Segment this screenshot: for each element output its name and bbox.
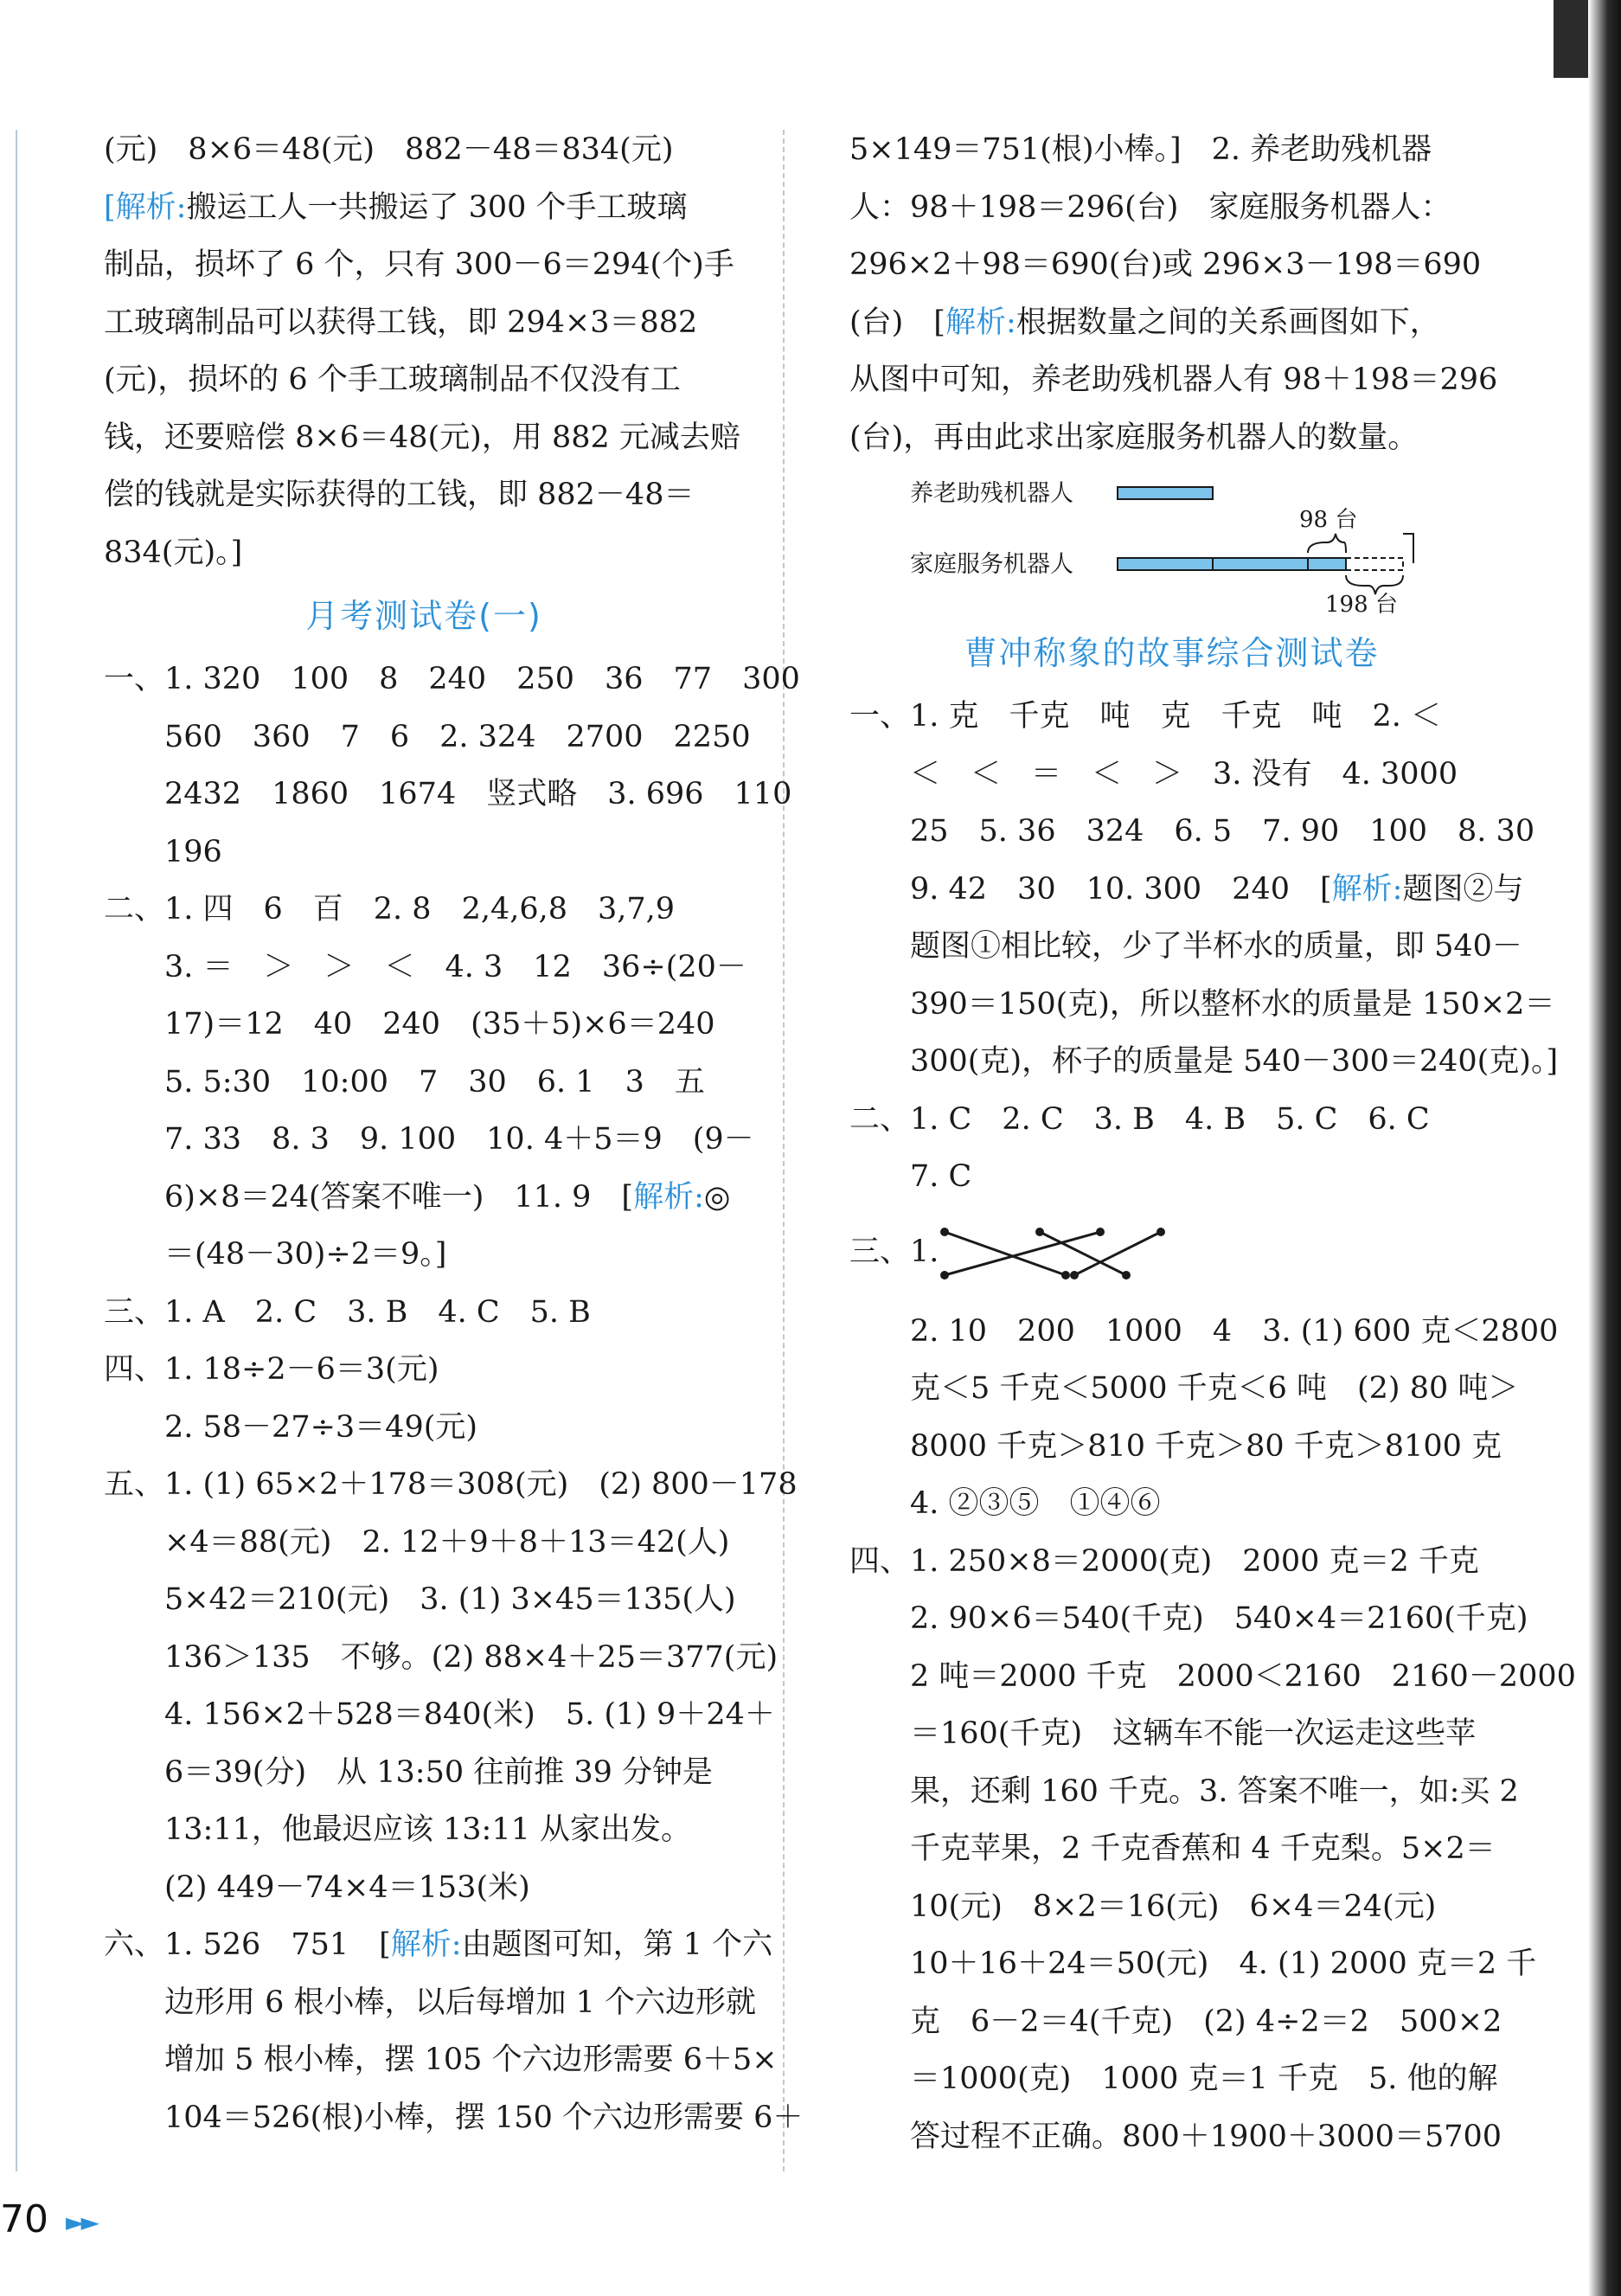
text-line: 834(元)。]: [104, 535, 243, 570]
text-line: ＝(48－30)÷2＝9。]: [104, 1237, 447, 1272]
text-line: 答过程不正确。800＋1900＋3000＝5700: [849, 2119, 1502, 2154]
matching-question: [849, 1206, 1494, 1303]
page-edge-shadow-top: [1554, 0, 1588, 78]
text-line: 钱，还要赔偿 8×6＝48(元)，用 882 元减去赔: [104, 420, 740, 455]
match-dot: [1061, 1271, 1070, 1279]
text-line: 13:11，他最迟应该 13:11 从家出发。: [104, 1812, 691, 1847]
text-line: 果，还剩 160 千克。3. 答案不唯一，如:买 2: [849, 1773, 1519, 1809]
match-dot: [940, 1228, 949, 1236]
text-line: 从图中可知，养老助残机器人有 98＋198＝296: [849, 362, 1498, 397]
text-line: 一、1. 克 千克 吨 克 千克 吨 2. ＜: [849, 699, 1442, 734]
text-line: 300(克)，杯子的质量是 540－300＝240(克)。]: [849, 1044, 1559, 1079]
page-edge-shadow: [1588, 0, 1621, 2296]
text-line: 克＜5 千克＜5000 千克＜6 吨 (2) 80 吨＞: [849, 1371, 1519, 1406]
text-line: (2) 449－74×4＝153(米): [104, 1870, 530, 1905]
text-line: 偿的钱就是实际获得的工钱，即 882－48＝: [104, 478, 695, 512]
analysis-tag: 解析:: [390, 1927, 462, 1962]
text-line: 2. 10 200 1000 4 3. (1) 600 克＜2800: [849, 1313, 1559, 1349]
text-line: 六、1. 526 751 [解析:由题图可知，第 1 个六: [104, 1927, 773, 1962]
row2-bar-segment-3: [1308, 558, 1346, 570]
text-line: 2432 1860 1674 竖式略 3. 696 110: [104, 777, 792, 811]
margin-rule: [16, 130, 17, 2171]
text-line: (台)，再由此求出家庭服务机器人的数量。: [849, 420, 1419, 455]
text-line: 9. 42 30 10. 300 240 [解析:题图②与: [849, 871, 1524, 907]
left-intro-text: [104, 121, 744, 581]
brace-98: [1308, 534, 1346, 553]
text-line: (元)，损坏的 6 个手工玻璃制品不仅没有工: [104, 362, 681, 397]
diagram-row1-label: 养老助残机器人: [910, 480, 1073, 507]
text-line: 5. 5:30 10:00 7 30 6. 1 3 五: [104, 1064, 705, 1100]
row1-bar: [1118, 487, 1213, 499]
text-line: 10(元) 8×2＝16(元) 6×4＝24(元): [849, 1889, 1437, 1924]
left-answers: [104, 651, 804, 2146]
bracket-right: [1403, 534, 1413, 563]
text-line: 四、1. 18÷2－6＝3(元): [104, 1352, 439, 1387]
text-line: 6)×8＝24(答案不唯一) 11. 9 [解析:◎: [104, 1179, 731, 1215]
right-answers-part2: [849, 1303, 1576, 2166]
text-line: 人：98＋198＝296(台) 家庭服务机器人：: [849, 189, 1451, 225]
brace-top-label: 98 台: [1299, 507, 1358, 533]
right-intro-text: [849, 121, 1498, 466]
page-number: 70: [0, 2197, 48, 2241]
row2-dashed-segment: [1346, 558, 1403, 570]
text-line: 104＝526(根)小棒，摆 150 个六边形需要 6＋: [104, 2100, 804, 2135]
text-line: 4. 156×2＋528＝840(米) 5. (1) 9＋24＋: [104, 1697, 775, 1732]
analysis-tag: 解析:: [945, 305, 1016, 340]
text-line: 4. ②③⑤ ①④⑥: [849, 1486, 1161, 1521]
match-dot: [1156, 1228, 1165, 1236]
match-dot: [1070, 1271, 1079, 1279]
diagram-row2-label: 家庭服务机器人: [910, 551, 1073, 578]
text-line: (元) 8×6＝48(元) 882－48＝834(元): [104, 132, 674, 167]
text-line: 一、1. 320 100 8 240 250 36 77 300: [104, 662, 800, 696]
matching-label: 三、1.: [849, 1234, 939, 1269]
text-line: 3. ＝ ＞ ＞ ＜ 4. 3 12 36÷(20－: [104, 949, 746, 984]
text-line: 五、1. (1) 65×2＋178＝308(元) (2) 800－178: [104, 1467, 798, 1502]
column-divider: [783, 130, 785, 2171]
text-line: 2. 90×6＝540(千克) 540×4＝2160(千克): [849, 1601, 1528, 1636]
text-line: 二、1. 四 6 百 2. 8 2,4,6,8 3,7,9: [104, 892, 676, 927]
page-arrows-icon: ►►: [66, 2208, 97, 2236]
text-line: 25 5. 36 324 6. 5 7. 90 100 8. 30: [849, 814, 1535, 849]
text-line: 2 吨＝2000 千克 2000＜2160 2160－2000: [849, 1658, 1576, 1694]
match-line-2: [945, 1232, 1100, 1275]
right-column: [849, 121, 1576, 2165]
brace-bottom-label: 198 台: [1325, 592, 1398, 618]
text-line: [104, 179, 744, 237]
robot-quantity-diagram: [849, 466, 1494, 619]
text-line: ×4＝88(元) 2. 12＋9＋8＋13＝42(人): [104, 1524, 730, 1560]
row2-bar-segment-2: [1213, 558, 1308, 570]
text-line: 7. C: [849, 1159, 972, 1194]
text-line: 边形用 6 根小棒，以后每增加 1 个六边形就: [104, 1985, 757, 2020]
text-line: 四、1. 250×8＝2000(克) 2000 克＝2 千克: [849, 1543, 1479, 1579]
text-line: 增加 5 根小棒，摆 105 个六边形需要 6＋5×: [104, 2043, 778, 2077]
text-line: 克 6－2＝4(千克) (2) 4÷2＝2 500×2: [849, 2004, 1502, 2039]
text-line: 8000 千克＞810 千克＞80 千克＞8100 克: [849, 1428, 1502, 1464]
match-dot: [1035, 1228, 1044, 1236]
text-segment: 搬运工人一共搬运了 300 个手工玻璃: [186, 189, 688, 225]
analysis-tag: 解析:: [1331, 871, 1403, 907]
text-segment: 解析:: [115, 189, 187, 225]
text-line: 工玻璃制品可以获得工钱，即 294×3＝882: [104, 305, 698, 340]
text-line: ＝1000(克) 1000 克＝1 千克 5. 他的解: [849, 2062, 1498, 2096]
text-line: 三、1. A 2. C 3. B 4. C 5. B: [104, 1294, 591, 1330]
text-line: 5×42＝210(元) 3. (1) 3×45＝135(人): [104, 1582, 736, 1617]
match-line-4: [1074, 1232, 1161, 1275]
text-line: 二、1. C 2. C 3. B 4. B 5. C 6. C: [849, 1101, 1430, 1137]
right-answers-part1: [849, 688, 1559, 1206]
analysis-tag: 解析:: [633, 1179, 704, 1215]
text-line: 6＝39(分) 从 13:50 往前推 39 分钟是: [104, 1754, 714, 1790]
left-column: [104, 121, 804, 2146]
row2-bar-segment-1: [1118, 558, 1213, 570]
text-line: 560 360 7 6 2. 324 2700 2250: [104, 719, 751, 754]
match-dot: [1122, 1271, 1131, 1279]
text-line: 题图①相比较，少了半杯水的质量，即 540－: [849, 929, 1522, 964]
text-line: 17)＝12 40 240 (35＋5)×6＝240: [104, 1007, 715, 1042]
match-dot: [940, 1271, 949, 1279]
text-segment: [: [104, 189, 116, 225]
text-line: ＝160(千克) 这辆车不能一次运走这些苹: [849, 1716, 1477, 1751]
text-line: ＜ ＜ ＝ ＜ ＞ 3. 没有 4. 3000: [849, 756, 1458, 792]
text-line: 390＝150(克)，所以整杯水的质量是 150×2＝: [849, 986, 1555, 1022]
text-line: 千克苹果，2 千克香蕉和 4 千克梨。5×2＝: [849, 1831, 1496, 1866]
matching-lines: [901, 1206, 1247, 1303]
text-line: 196: [104, 834, 222, 869]
text-line: 2. 58－27÷3＝49(元): [104, 1409, 478, 1445]
match-line-3: [1040, 1232, 1126, 1275]
text-line: 10＋16＋24＝50(元) 4. (1) 2000 克＝2 千: [849, 1946, 1537, 1981]
text-line: 5×149＝751(根)小棒。] 2. 养老助残机器: [849, 132, 1432, 167]
text-line: 136＞135 不够。(2) 88×4＋25＝377(元): [104, 1639, 778, 1675]
text-line: 7. 33 8. 3 9. 100 10. 4＋5＝9 (9－: [104, 1122, 754, 1157]
section-title-monthly-test: 月考测试卷(一): [305, 597, 542, 635]
section-title-cao-chong: 曹冲称象的故事综合测试卷: [964, 634, 1380, 672]
text-line: 296×2＋98＝690(台)或 296×3－198＝690: [849, 247, 1482, 282]
quantity-bar-diagram: [849, 466, 1494, 619]
text-line: 制品，损坏了 6 个，只有 300－6＝294(个)手: [104, 247, 734, 282]
match-dot: [1096, 1228, 1105, 1236]
match-line-1: [945, 1232, 1066, 1275]
text-line: (台) [解析:根据数量之间的关系画图如下，: [849, 305, 1440, 340]
